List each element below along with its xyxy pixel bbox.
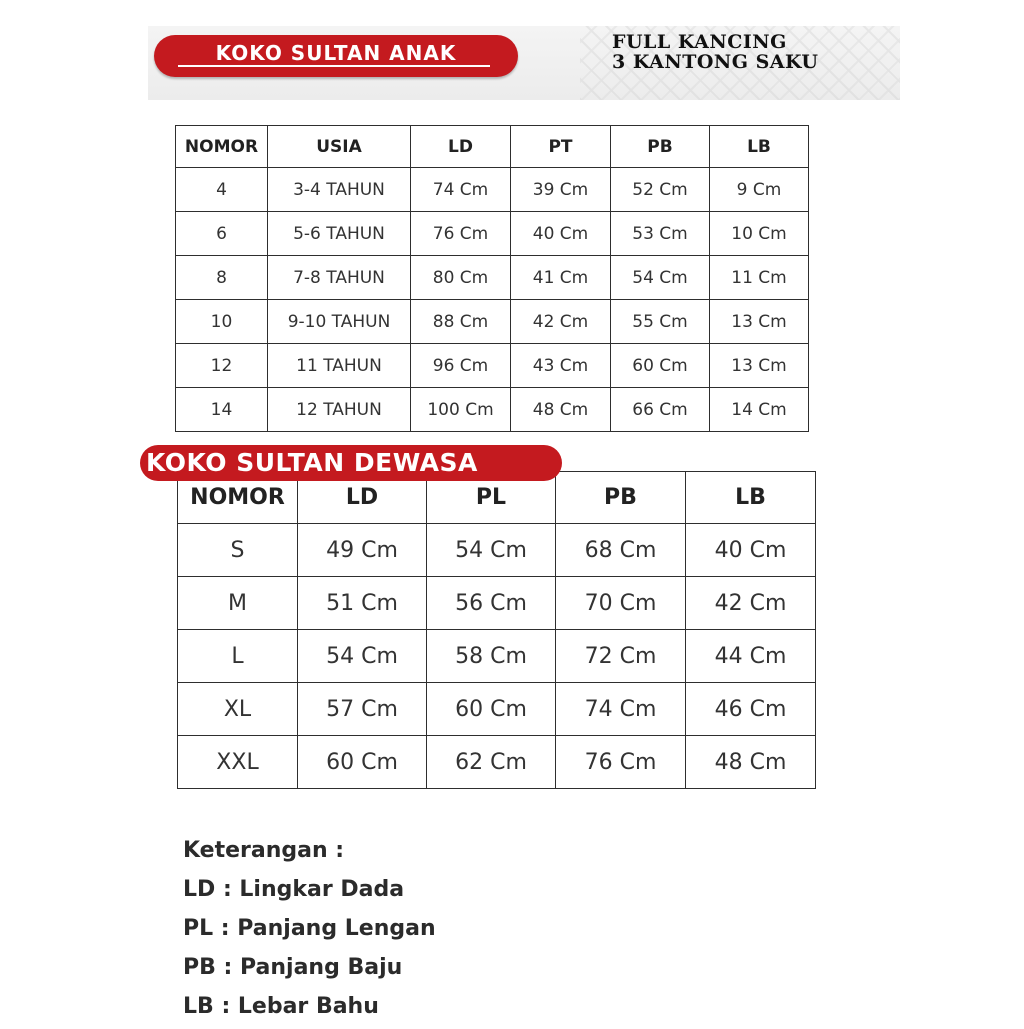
table-cell: 57 Cm (298, 683, 427, 736)
table-cell: 42 Cm (686, 577, 816, 630)
table-cell: 49 Cm (298, 524, 427, 577)
table-cell: 53 Cm (611, 212, 710, 256)
table-cell: 48 Cm (511, 388, 611, 432)
note-pl: PL : Panjang Lengan (183, 916, 436, 941)
table-cell: 52 Cm (611, 168, 710, 212)
table-cell: 54 Cm (298, 630, 427, 683)
table-cell: 88 Cm (411, 300, 511, 344)
anak-col-lb: LB (710, 126, 809, 168)
table-cell: 7-8 TAHUN (268, 256, 411, 300)
table-cell: 11 TAHUN (268, 344, 411, 388)
table-cell: 58 Cm (427, 630, 556, 683)
anak-size-table (175, 125, 809, 432)
table-cell: 14 Cm (710, 388, 809, 432)
notes-heading: Keterangan : (183, 838, 345, 863)
anak-title-badge (154, 35, 518, 77)
table-cell: 40 Cm (511, 212, 611, 256)
table-cell: 60 Cm (611, 344, 710, 388)
table-cell: 74 Cm (411, 168, 511, 212)
table-cell: 13 Cm (710, 300, 809, 344)
table-cell: 13 Cm (710, 344, 809, 388)
table-cell: 54 Cm (611, 256, 710, 300)
table-row (178, 736, 816, 789)
dewasa-size-table (177, 471, 816, 789)
table-cell: 80 Cm (411, 256, 511, 300)
table-cell: 60 Cm (427, 683, 556, 736)
table-cell: XL (178, 683, 298, 736)
table-cell: 10 Cm (710, 212, 809, 256)
anak-header-row (176, 126, 809, 168)
table-cell: S (178, 524, 298, 577)
anak-col-pt: PT (511, 126, 611, 168)
table-cell: 62 Cm (427, 736, 556, 789)
table-cell: 43 Cm (511, 344, 611, 388)
table-cell: 14 (176, 388, 268, 432)
table-cell: 46 Cm (686, 683, 816, 736)
table-cell: 6 (176, 212, 268, 256)
table-row (178, 683, 816, 736)
table-cell: 42 Cm (511, 300, 611, 344)
dewasa-col-ld: LD (298, 472, 427, 524)
table-row (178, 577, 816, 630)
note-ld: LD : Lingkar Dada (183, 877, 405, 902)
table-cell: 40 Cm (686, 524, 816, 577)
table-cell: 96 Cm (411, 344, 511, 388)
table-cell: 51 Cm (298, 577, 427, 630)
table-cell: M (178, 577, 298, 630)
table-cell: 5-6 TAHUN (268, 212, 411, 256)
dewasa-col-lb: LB (686, 472, 816, 524)
dewasa-col-pb: PB (556, 472, 686, 524)
table-row (176, 256, 809, 300)
feature-kantong-saku: 3 KANTONG SAKU (612, 51, 819, 73)
table-cell: 72 Cm (556, 630, 686, 683)
table-cell: 70 Cm (556, 577, 686, 630)
feature-full-kancing: FULL KANCING (612, 31, 787, 53)
table-cell: 60 Cm (298, 736, 427, 789)
table-row (178, 524, 816, 577)
table-cell: 41 Cm (511, 256, 611, 300)
table-cell: 9-10 TAHUN (268, 300, 411, 344)
table-row (176, 344, 809, 388)
anak-col-usia: USIA (268, 126, 411, 168)
table-cell: L (178, 630, 298, 683)
table-cell: 48 Cm (686, 736, 816, 789)
anak-col-pb: PB (611, 126, 710, 168)
table-cell: 76 Cm (411, 212, 511, 256)
table-row (176, 168, 809, 212)
table-cell: 3-4 TAHUN (268, 168, 411, 212)
dewasa-col-pl: PL (427, 472, 556, 524)
dewasa-title-badge (140, 445, 562, 481)
table-cell: 55 Cm (611, 300, 710, 344)
legend-notes (183, 834, 436, 1029)
table-row (176, 388, 809, 432)
table-cell: 54 Cm (427, 524, 556, 577)
table-cell: 39 Cm (511, 168, 611, 212)
anak-title: KOKO SULTAN ANAK (215, 41, 457, 65)
table-cell: 10 (176, 300, 268, 344)
table-cell: 4 (176, 168, 268, 212)
note-pb: PB : Panjang Baju (183, 955, 403, 980)
table-cell: 74 Cm (556, 683, 686, 736)
table-cell: 68 Cm (556, 524, 686, 577)
table-cell: 66 Cm (611, 388, 710, 432)
table-cell: XXL (178, 736, 298, 789)
anak-col-ld: LD (411, 126, 511, 168)
table-cell: 8 (176, 256, 268, 300)
note-lb: LB : Lebar Bahu (183, 994, 379, 1019)
table-cell: 100 Cm (411, 388, 511, 432)
table-cell: 76 Cm (556, 736, 686, 789)
table-row (176, 212, 809, 256)
table-cell: 9 Cm (710, 168, 809, 212)
dewasa-title: KOKO SULTAN DEWASA (146, 448, 478, 477)
table-cell: 44 Cm (686, 630, 816, 683)
anak-col-nomor: NOMOR (176, 126, 268, 168)
table-cell: 12 TAHUN (268, 388, 411, 432)
anak-title-underline (178, 65, 490, 67)
table-row (176, 300, 809, 344)
features-text (612, 32, 818, 72)
dewasa-col-nomor: NOMOR (178, 472, 298, 524)
table-row (178, 630, 816, 683)
table-cell: 12 (176, 344, 268, 388)
table-cell: 11 Cm (710, 256, 809, 300)
table-cell: 56 Cm (427, 577, 556, 630)
